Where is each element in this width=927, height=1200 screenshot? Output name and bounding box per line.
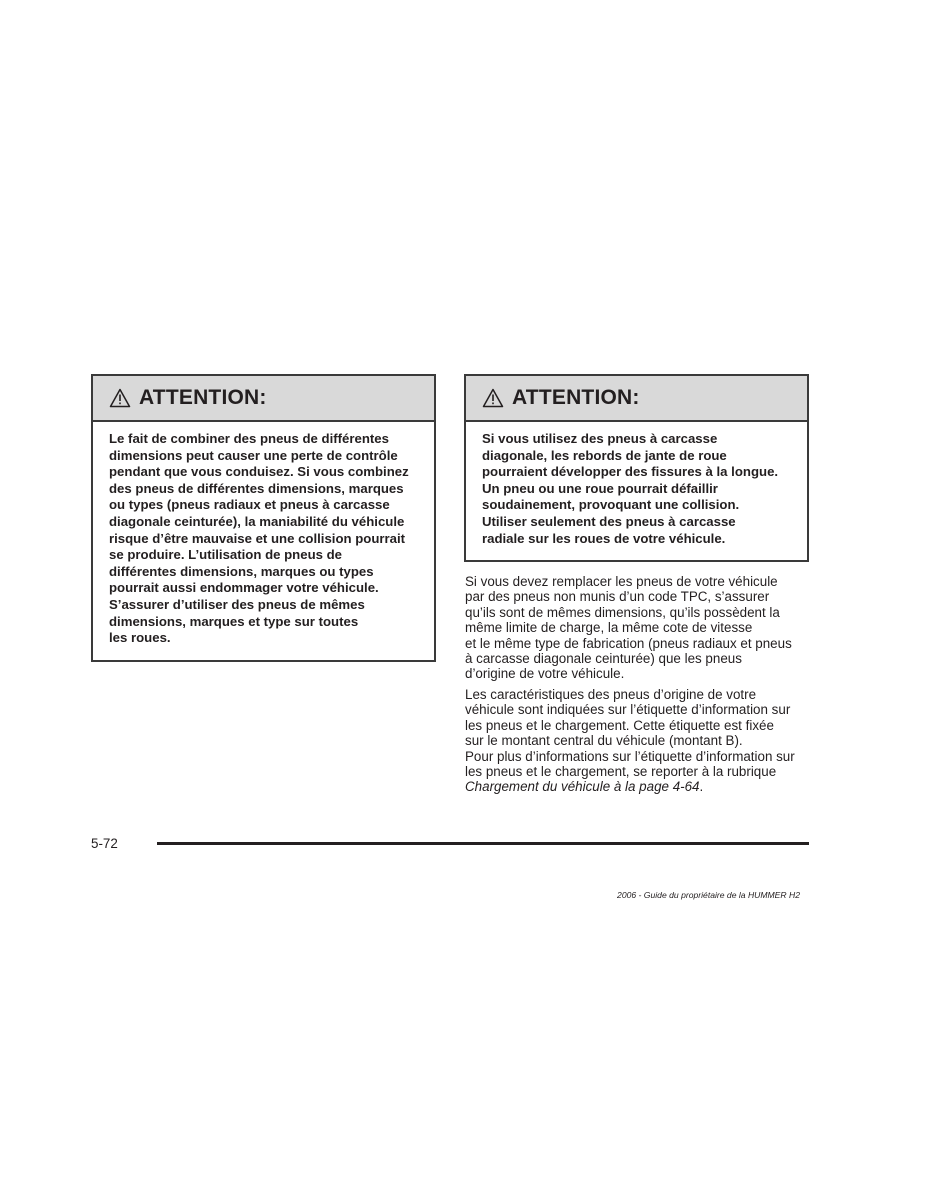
- caution-box-right: [464, 374, 809, 562]
- caution-line: se produire. L’utilisation de pneus de: [109, 547, 343, 563]
- caution-box-left: [91, 374, 436, 662]
- caution-header: [466, 376, 807, 422]
- caution-line: diagonale, les rebords de jante de roue: [482, 447, 727, 463]
- text-line: Si vous devez remplacer les pneus de votre véhicule: [465, 574, 778, 589]
- reference-suffix: .: [699, 779, 704, 795]
- footer-note: 2006 - Guide du propriétaire de la HUMMER H2: [617, 890, 800, 900]
- caution-line: Si vous utilisez des pneus à carcasse: [482, 431, 718, 446]
- caution-line: différentes dimensions, marques ou types: [109, 563, 374, 579]
- caution-text: [466, 422, 807, 547]
- text-line: qu’ils sont de mêmes dimensions, qu’ils possèdent la: [465, 604, 780, 620]
- caution-line: S’assurer d’utiliser des pneus de mêmes: [109, 596, 365, 612]
- caution-line: pourraient développer des fissures à la longue.: [482, 464, 779, 480]
- caution-line: diagonale ceinturée), la maniabilité du véhicule: [109, 513, 405, 529]
- caution-line: radiale sur les roues de votre véhicule.: [482, 530, 726, 546]
- caution-line: soudainement, provoquant une collision.: [482, 497, 740, 513]
- caution-line: Utiliser seulement des pneus à carcasse: [482, 513, 736, 529]
- text-line: par des pneus non munis d’un code TPC, s’assurer: [465, 589, 770, 605]
- page-number: 5-72: [91, 836, 118, 851]
- warning-triangle-icon: [482, 388, 504, 408]
- caution-line: pourrait aussi endommager votre véhicule.: [109, 580, 379, 596]
- paragraph-tire-label: [465, 687, 815, 795]
- caution-line: dimensions, marques et type sur toutes: [109, 613, 359, 629]
- text-line: les pneus et le chargement, se reporter à la rubrique: [465, 764, 777, 780]
- caution-title: ATTENTION:: [139, 386, 267, 409]
- caution-line: Le fait de combiner des pneus de différentes: [109, 431, 389, 446]
- text-line-reference: [465, 779, 815, 794]
- text-line: et le même type de fabrication (pneus radiaux et pneus: [465, 635, 792, 651]
- text-line: les pneus et le chargement. Cette étiquette est fixée: [465, 717, 774, 733]
- paragraph-tire-replacement: [465, 574, 815, 682]
- caution-header: [93, 376, 434, 422]
- caution-title: ATTENTION:: [512, 386, 640, 409]
- caution-text: [93, 422, 434, 647]
- cross-reference-link[interactable]: Chargement du véhicule à la page 4-64: [465, 779, 700, 795]
- caution-line: des pneus de différentes dimensions, marques: [109, 480, 404, 496]
- text-line: sur le montant central du véhicule (montant B).: [465, 733, 743, 749]
- footer-divider: [157, 842, 809, 845]
- caution-line: les roues.: [109, 630, 171, 646]
- text-line: Pour plus d’informations sur l’étiquette d’information sur: [465, 748, 795, 764]
- caution-line: Un pneu ou une roue pourrait défaillir: [482, 480, 718, 496]
- text-line: Les caractéristiques des pneus d’origine de votre: [465, 687, 757, 702]
- caution-line: ou types (pneus radiaux et pneus à carcasse: [109, 497, 390, 513]
- caution-line: dimensions peut causer une perte de contrôle: [109, 447, 398, 463]
- warning-triangle-icon: [109, 388, 131, 408]
- text-line: véhicule sont indiquées sur l’étiquette d’information sur: [465, 702, 791, 718]
- caution-line: pendant que vous conduisez. Si vous combinez: [109, 464, 409, 480]
- text-line: à carcasse diagonale ceinturée) que les pneus: [465, 651, 742, 667]
- text-line: d’origine de votre véhicule.: [465, 666, 625, 682]
- text-line: même limite de charge, la même cote de vitesse: [465, 620, 753, 636]
- caution-line: risque d’être mauvaise et une collision pourrait: [109, 530, 406, 546]
